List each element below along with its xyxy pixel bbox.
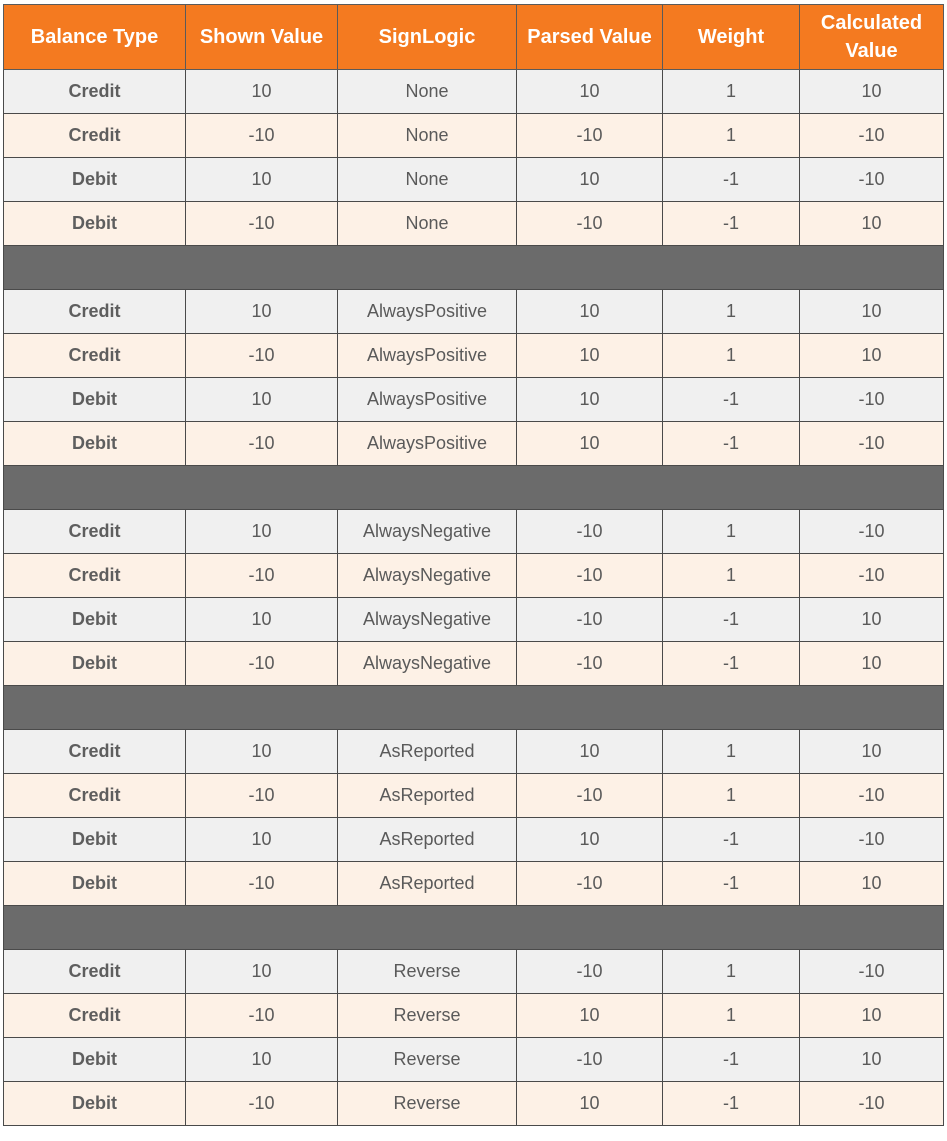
balance-type-cell: Credit xyxy=(4,554,186,598)
weight-cell: -1 xyxy=(663,1082,800,1126)
parsed-value-cell: 10 xyxy=(517,378,663,422)
shown-value-cell: 10 xyxy=(186,158,338,202)
table-row xyxy=(4,510,944,554)
calculated-value-cell: -10 xyxy=(800,774,944,818)
sign-logic-cell: None xyxy=(338,158,517,202)
calculated-value-cell: 10 xyxy=(800,994,944,1038)
table-header xyxy=(4,5,944,70)
balance-type-cell: Debit xyxy=(4,818,186,862)
parsed-value-cell: 10 xyxy=(517,70,663,114)
weight-cell: 1 xyxy=(663,334,800,378)
parsed-value-cell: -10 xyxy=(517,774,663,818)
shown-value-cell: -10 xyxy=(186,334,338,378)
table-row xyxy=(4,378,944,422)
balance-type-cell: Credit xyxy=(4,730,186,774)
balance-type-cell: Debit xyxy=(4,862,186,906)
shown-value-cell: 10 xyxy=(186,950,338,994)
parsed-value-cell: -10 xyxy=(517,510,663,554)
parsed-value-cell: 10 xyxy=(517,1082,663,1126)
group-separator xyxy=(4,246,944,290)
calculated-value-cell: 10 xyxy=(800,642,944,686)
calculated-value-cell: 10 xyxy=(800,202,944,246)
header-balance-type: Balance Type xyxy=(4,5,186,70)
sign-logic-cell: None xyxy=(338,70,517,114)
header-shown-value: Shown Value xyxy=(186,5,338,70)
weight-cell: -1 xyxy=(663,202,800,246)
balance-type-cell: Debit xyxy=(4,202,186,246)
header-calculated-value: Calculated Value xyxy=(800,5,944,70)
parsed-value-cell: 10 xyxy=(517,994,663,1038)
group-separator-cell xyxy=(4,246,944,290)
parsed-value-cell: 10 xyxy=(517,818,663,862)
calculated-value-cell: -10 xyxy=(800,158,944,202)
weight-cell: 1 xyxy=(663,950,800,994)
sign-logic-cell: AsReported xyxy=(338,774,517,818)
table-row xyxy=(4,1082,944,1126)
calculated-value-cell: 10 xyxy=(800,862,944,906)
sign-logic-cell: AlwaysPositive xyxy=(338,334,517,378)
table-body xyxy=(4,70,944,1126)
parsed-value-cell: 10 xyxy=(517,158,663,202)
weight-cell: -1 xyxy=(663,642,800,686)
balance-type-cell: Debit xyxy=(4,598,186,642)
calculated-value-cell: 10 xyxy=(800,70,944,114)
sign-logic-cell: AlwaysNegative xyxy=(338,554,517,598)
calculated-value-cell: 10 xyxy=(800,730,944,774)
balance-type-cell: Debit xyxy=(4,642,186,686)
group-separator-cell xyxy=(4,906,944,950)
balance-type-cell: Credit xyxy=(4,290,186,334)
calculated-value-cell: 10 xyxy=(800,290,944,334)
weight-cell: 1 xyxy=(663,554,800,598)
shown-value-cell: -10 xyxy=(186,202,338,246)
group-separator xyxy=(4,906,944,950)
table-row xyxy=(4,598,944,642)
weight-cell: 1 xyxy=(663,290,800,334)
shown-value-cell: 10 xyxy=(186,730,338,774)
sign-logic-cell: AlwaysPositive xyxy=(338,378,517,422)
sign-logic-cell: AlwaysNegative xyxy=(338,598,517,642)
sign-logic-cell: None xyxy=(338,202,517,246)
weight-cell: 1 xyxy=(663,730,800,774)
table-row xyxy=(4,554,944,598)
balance-type-cell: Credit xyxy=(4,334,186,378)
shown-value-cell: 10 xyxy=(186,510,338,554)
weight-cell: 1 xyxy=(663,510,800,554)
balance-type-cell: Debit xyxy=(4,1082,186,1126)
calculated-value-cell: -10 xyxy=(800,554,944,598)
calculated-value-cell: -10 xyxy=(800,1082,944,1126)
sign-logic-cell: AsReported xyxy=(338,818,517,862)
shown-value-cell: -10 xyxy=(186,994,338,1038)
table-row xyxy=(4,994,944,1038)
weight-cell: -1 xyxy=(663,1038,800,1082)
balance-type-cell: Debit xyxy=(4,158,186,202)
table-row xyxy=(4,818,944,862)
parsed-value-cell: 10 xyxy=(517,290,663,334)
parsed-value-cell: 10 xyxy=(517,422,663,466)
shown-value-cell: 10 xyxy=(186,70,338,114)
group-separator-cell xyxy=(4,686,944,730)
table-row xyxy=(4,70,944,114)
table-row xyxy=(4,158,944,202)
header-parsed-value: Parsed Value xyxy=(517,5,663,70)
table-row xyxy=(4,730,944,774)
weight-cell: -1 xyxy=(663,422,800,466)
parsed-value-cell: -10 xyxy=(517,642,663,686)
shown-value-cell: -10 xyxy=(186,642,338,686)
sign-logic-cell: Reverse xyxy=(338,1082,517,1126)
sign-logic-cell: AlwaysNegative xyxy=(338,510,517,554)
group-separator xyxy=(4,466,944,510)
weight-cell: 1 xyxy=(663,70,800,114)
shown-value-cell: -10 xyxy=(186,114,338,158)
calculated-value-cell: -10 xyxy=(800,510,944,554)
table-row xyxy=(4,114,944,158)
parsed-value-cell: 10 xyxy=(517,730,663,774)
shown-value-cell: -10 xyxy=(186,422,338,466)
calculated-value-cell: -10 xyxy=(800,114,944,158)
calculated-value-cell: 10 xyxy=(800,598,944,642)
parsed-value-cell: -10 xyxy=(517,862,663,906)
shown-value-cell: 10 xyxy=(186,1038,338,1082)
calculated-value-cell: 10 xyxy=(800,1038,944,1082)
shown-value-cell: 10 xyxy=(186,290,338,334)
sign-logic-cell: Reverse xyxy=(338,1038,517,1082)
sign-logic-cell: AlwaysPositive xyxy=(338,422,517,466)
parsed-value-cell: -10 xyxy=(517,598,663,642)
calculated-value-cell: -10 xyxy=(800,818,944,862)
table-row xyxy=(4,1038,944,1082)
weight-cell: -1 xyxy=(663,862,800,906)
sign-logic-table xyxy=(3,4,944,1126)
parsed-value-cell: -10 xyxy=(517,554,663,598)
parsed-value-cell: -10 xyxy=(517,202,663,246)
table-row xyxy=(4,202,944,246)
sign-logic-cell: Reverse xyxy=(338,994,517,1038)
parsed-value-cell: -10 xyxy=(517,950,663,994)
weight-cell: -1 xyxy=(663,598,800,642)
balance-type-cell: Credit xyxy=(4,70,186,114)
calculated-value-cell: 10 xyxy=(800,334,944,378)
header-row xyxy=(4,5,944,70)
balance-type-cell: Credit xyxy=(4,774,186,818)
balance-type-cell: Debit xyxy=(4,378,186,422)
weight-cell: 1 xyxy=(663,114,800,158)
table-row xyxy=(4,334,944,378)
header-sign-logic: SignLogic xyxy=(338,5,517,70)
balance-type-cell: Debit xyxy=(4,422,186,466)
table-row xyxy=(4,862,944,906)
table-row xyxy=(4,774,944,818)
sign-logic-cell: AlwaysPositive xyxy=(338,290,517,334)
shown-value-cell: -10 xyxy=(186,774,338,818)
sign-logic-cell: AsReported xyxy=(338,730,517,774)
shown-value-cell: -10 xyxy=(186,1082,338,1126)
weight-cell: 1 xyxy=(663,994,800,1038)
shown-value-cell: -10 xyxy=(186,554,338,598)
weight-cell: 1 xyxy=(663,774,800,818)
parsed-value-cell: -10 xyxy=(517,1038,663,1082)
shown-value-cell: 10 xyxy=(186,818,338,862)
shown-value-cell: 10 xyxy=(186,378,338,422)
group-separator-cell xyxy=(4,466,944,510)
balance-type-cell: Credit xyxy=(4,510,186,554)
shown-value-cell: 10 xyxy=(186,598,338,642)
table-row xyxy=(4,950,944,994)
sign-logic-cell: AsReported xyxy=(338,862,517,906)
table-row xyxy=(4,290,944,334)
parsed-value-cell: 10 xyxy=(517,334,663,378)
table-row xyxy=(4,422,944,466)
group-separator xyxy=(4,686,944,730)
balance-type-cell: Debit xyxy=(4,1038,186,1082)
balance-type-cell: Credit xyxy=(4,114,186,158)
sign-logic-cell: Reverse xyxy=(338,950,517,994)
weight-cell: -1 xyxy=(663,378,800,422)
balance-type-cell: Credit xyxy=(4,950,186,994)
weight-cell: -1 xyxy=(663,158,800,202)
table-row xyxy=(4,642,944,686)
parsed-value-cell: -10 xyxy=(517,114,663,158)
calculated-value-cell: -10 xyxy=(800,378,944,422)
weight-cell: -1 xyxy=(663,818,800,862)
sign-logic-cell: None xyxy=(338,114,517,158)
calculated-value-cell: -10 xyxy=(800,950,944,994)
balance-type-cell: Credit xyxy=(4,994,186,1038)
shown-value-cell: -10 xyxy=(186,862,338,906)
calculated-value-cell: -10 xyxy=(800,422,944,466)
sign-logic-cell: AlwaysNegative xyxy=(338,642,517,686)
header-weight: Weight xyxy=(663,5,800,70)
